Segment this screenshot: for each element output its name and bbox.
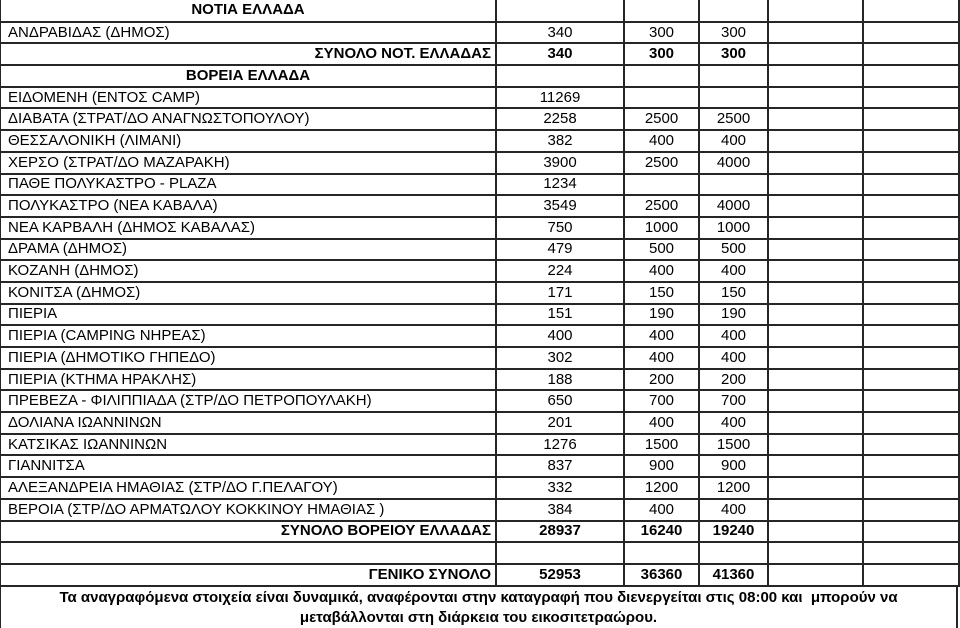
- table-row: [0, 87, 959, 109]
- empty-col4-cell: [768, 43, 863, 65]
- table-row: [0, 195, 959, 217]
- count-col2-cell: 2500: [624, 108, 699, 130]
- count-col3-cell: 1200: [699, 477, 768, 499]
- empty-col5-cell: [863, 130, 959, 152]
- count-value-cell: 3900: [496, 152, 624, 174]
- table-row: [0, 65, 959, 87]
- empty-col4-cell: [768, 282, 863, 304]
- count-col2-cell: 1000: [624, 217, 699, 239]
- site-name-cell: ΑΝΔΡΑΒΙΔΑΣ (ΔΗΜΟΣ): [0, 22, 496, 44]
- empty-col5-cell: [863, 260, 959, 282]
- empty-col5-cell: [863, 43, 959, 65]
- count-col2-cell: [624, 0, 699, 22]
- table-row: [0, 369, 959, 391]
- table-row: [0, 152, 959, 174]
- empty-col4-cell: [768, 239, 863, 261]
- count-value-cell: 650: [496, 390, 624, 412]
- table-row: [0, 477, 959, 499]
- count-value-cell: 750: [496, 217, 624, 239]
- site-name-cell: ΠΑΘΕ ΠΟΛΥΚΑΣΤΡΟ - PLAZA: [0, 174, 496, 196]
- empty-col5-cell: [863, 282, 959, 304]
- count-value-cell: 340: [496, 22, 624, 44]
- table-row: [0, 0, 959, 22]
- empty-col4-cell: [768, 412, 863, 434]
- count-value-cell: 52953: [496, 564, 624, 586]
- count-value-cell: 302: [496, 347, 624, 369]
- count-col3-cell: 41360: [699, 564, 768, 586]
- site-name-cell: ΠΙΕΡΙΑ (ΚΤΗΜΑ ΗΡΑΚΛΗΣ): [0, 369, 496, 391]
- empty-col4-cell: [768, 87, 863, 109]
- count-col3-cell: 400: [699, 130, 768, 152]
- empty-col4-cell: [768, 130, 863, 152]
- site-name-cell: ΚΟΝΙΤΣΑ (ΔΗΜΟΣ): [0, 282, 496, 304]
- site-name-cell: ΠΙΕΡΙΑ (CAMPING ΝΗΡΕΑΣ): [0, 325, 496, 347]
- table-row: [0, 260, 959, 282]
- empty-col4-cell: [768, 174, 863, 196]
- count-value-cell: 28937: [496, 521, 624, 543]
- count-col2-cell: 400: [624, 130, 699, 152]
- count-col3-cell: 300: [699, 22, 768, 44]
- count-value-cell: 384: [496, 499, 624, 521]
- count-col3-cell: 190: [699, 304, 768, 326]
- count-col3-cell: [699, 542, 768, 564]
- table-row: [0, 521, 959, 543]
- count-col3-cell: 400: [699, 412, 768, 434]
- footnote-line-2: μεταβάλλονται στη διάρκεια του εικοσιτετραώρου.: [299, 608, 658, 626]
- empty-col5-cell: [863, 304, 959, 326]
- site-name-cell: ΕΙΔΟΜΕΝΗ (ΕΝΤΟΣ CAMP): [0, 87, 496, 109]
- count-value-cell: 188: [496, 369, 624, 391]
- table-row: [0, 174, 959, 196]
- count-value-cell: [496, 0, 624, 22]
- count-col2-cell: 400: [624, 499, 699, 521]
- empty-col4-cell: [768, 434, 863, 456]
- count-col2-cell: [624, 65, 699, 87]
- count-col3-cell: [699, 87, 768, 109]
- count-value-cell: 224: [496, 260, 624, 282]
- empty-col5-cell: [863, 152, 959, 174]
- table-row: [0, 108, 959, 130]
- count-col3-cell: 500: [699, 239, 768, 261]
- count-col3-cell: 2500: [699, 108, 768, 130]
- empty-col4-cell: [768, 217, 863, 239]
- empty-col4-cell: [768, 22, 863, 44]
- count-col2-cell: 300: [624, 22, 699, 44]
- site-name-cell: ΓΙΑΝΝΙΤΣΑ: [0, 455, 496, 477]
- count-col2-cell: 190: [624, 304, 699, 326]
- count-col3-cell: 400: [699, 347, 768, 369]
- count-value-cell: 400: [496, 325, 624, 347]
- empty-col4-cell: [768, 325, 863, 347]
- count-col2-cell: 36360: [624, 564, 699, 586]
- site-name-cell: ΓΕΝΙΚΟ ΣΥΝΟΛΟ: [0, 564, 496, 586]
- empty-col5-cell: [863, 217, 959, 239]
- count-value-cell: 151: [496, 304, 624, 326]
- table-row: [0, 542, 959, 564]
- count-col2-cell: 400: [624, 347, 699, 369]
- table-row: [0, 412, 959, 434]
- table-row: [0, 499, 959, 521]
- count-col3-cell: 200: [699, 369, 768, 391]
- empty-col5-cell: [863, 477, 959, 499]
- count-col3-cell: 700: [699, 390, 768, 412]
- site-name-cell: ΘΕΣΣΑΛΟΝΙΚΗ (ΛΙΜΑΝΙ): [0, 130, 496, 152]
- count-value-cell: 171: [496, 282, 624, 304]
- empty-col5-cell: [863, 22, 959, 44]
- footnote: [0, 587, 958, 628]
- empty-col4-cell: [768, 542, 863, 564]
- count-col2-cell: [624, 87, 699, 109]
- site-name-cell: ΔΡΑΜΑ (ΔΗΜΟΣ): [0, 239, 496, 261]
- table-row: [0, 347, 959, 369]
- count-col3-cell: 19240: [699, 521, 768, 543]
- empty-col5-cell: [863, 325, 959, 347]
- count-col3-cell: [699, 174, 768, 196]
- count-value-cell: 3549: [496, 195, 624, 217]
- table-row: [0, 217, 959, 239]
- empty-col4-cell: [768, 390, 863, 412]
- count-col3-cell: 150: [699, 282, 768, 304]
- empty-col4-cell: [768, 564, 863, 586]
- empty-col4-cell: [768, 369, 863, 391]
- count-col2-cell: 2500: [624, 152, 699, 174]
- table-row: [0, 22, 959, 44]
- count-value-cell: [496, 65, 624, 87]
- table-row: [0, 239, 959, 261]
- empty-col4-cell: [768, 260, 863, 282]
- count-col2-cell: 1200: [624, 477, 699, 499]
- count-col2-cell: 900: [624, 455, 699, 477]
- site-name-cell: ΠΙΕΡΙΑ (ΔΗΜΟΤΙΚΟ ΓΗΠΕΔΟ): [0, 347, 496, 369]
- count-col3-cell: 1500: [699, 434, 768, 456]
- count-col3-cell: 900: [699, 455, 768, 477]
- count-value-cell: 837: [496, 455, 624, 477]
- table-row: [0, 43, 959, 65]
- site-name-cell: ΝΕΑ ΚΑΡΒΑΛΗ (ΔΗΜΟΣ ΚΑΒΑΛΑΣ): [0, 217, 496, 239]
- table-row: [0, 304, 959, 326]
- empty-col4-cell: [768, 108, 863, 130]
- count-col2-cell: 500: [624, 239, 699, 261]
- table-row: [0, 130, 959, 152]
- empty-col4-cell: [768, 152, 863, 174]
- empty-col4-cell: [768, 499, 863, 521]
- site-name-cell: ΣΥΝΟΛΟ ΝΟΤ. ΕΛΛΑΔΑΣ: [0, 43, 496, 65]
- site-name-cell: ΚΑΤΣΙΚΑΣ ΙΩΑΝΝΙΝΩΝ: [0, 434, 496, 456]
- count-col3-cell: 4000: [699, 195, 768, 217]
- count-col2-cell: 300: [624, 43, 699, 65]
- table-row: [0, 390, 959, 412]
- count-col3-cell: 400: [699, 499, 768, 521]
- count-col2-cell: 16240: [624, 521, 699, 543]
- count-value-cell: 479: [496, 239, 624, 261]
- count-value-cell: 332: [496, 477, 624, 499]
- count-col2-cell: 2500: [624, 195, 699, 217]
- empty-col5-cell: [863, 369, 959, 391]
- count-col2-cell: [624, 542, 699, 564]
- count-col2-cell: 400: [624, 325, 699, 347]
- count-col3-cell: 400: [699, 260, 768, 282]
- count-col3-cell: [699, 0, 768, 22]
- site-name-cell: ΠΙΕΡΙΑ: [0, 304, 496, 326]
- empty-col4-cell: [768, 347, 863, 369]
- empty-col4-cell: [768, 455, 863, 477]
- footnote-line-1: Τα αναγραφόμενα στοιχεία είναι δυναμικά, αναφέρονται στην καταγραφή που διενεργείται στις 08:00 και μπορούν να: [59, 588, 898, 606]
- empty-col5-cell: [863, 195, 959, 217]
- count-value-cell: 382: [496, 130, 624, 152]
- count-value-cell: 340: [496, 43, 624, 65]
- site-name-cell: ΑΛΕΞΑΝΔΡΕΙΑ ΗΜΑΘΙΑΣ (ΣΤΡ/ΔΟ Γ.ΠΕΛΑΓΟΥ): [0, 477, 496, 499]
- count-col3-cell: 1000: [699, 217, 768, 239]
- empty-col5-cell: [863, 174, 959, 196]
- count-col3-cell: [699, 65, 768, 87]
- table-row: [0, 325, 959, 347]
- empty-col5-cell: [863, 239, 959, 261]
- empty-col5-cell: [863, 65, 959, 87]
- count-col2-cell: 400: [624, 260, 699, 282]
- count-value-cell: 1234: [496, 174, 624, 196]
- count-value-cell: 2258: [496, 108, 624, 130]
- table-row: [0, 564, 959, 586]
- site-name-cell: ΝΟΤΙΑ ΕΛΛΑΔΑ: [0, 0, 496, 22]
- empty-col4-cell: [768, 195, 863, 217]
- count-col2-cell: 400: [624, 412, 699, 434]
- count-value-cell: 1276: [496, 434, 624, 456]
- table-row: [0, 434, 959, 456]
- site-name-cell: [0, 542, 496, 564]
- count-col2-cell: 200: [624, 369, 699, 391]
- empty-col5-cell: [863, 87, 959, 109]
- empty-col5-cell: [863, 455, 959, 477]
- empty-col5-cell: [863, 347, 959, 369]
- count-value-cell: 201: [496, 412, 624, 434]
- count-col2-cell: 700: [624, 390, 699, 412]
- empty-col4-cell: [768, 65, 863, 87]
- site-name-cell: ΔΟΛΙΑΝΑ ΙΩΑΝΝΙΝΩΝ: [0, 412, 496, 434]
- empty-col5-cell: [863, 434, 959, 456]
- empty-col5-cell: [863, 108, 959, 130]
- site-name-cell: ΔΙΑΒΑΤΑ (ΣΤΡΑΤ/ΔΟ ΑΝΑΓΝΩΣΤΟΠΟΥΛΟΥ): [0, 108, 496, 130]
- site-name-cell: ΠΡΕΒΕΖΑ - ΦΙΛΙΠΠΙΑΔΑ (ΣΤΡ/ΔΟ ΠΕΤΡΟΠΟΥΛΑΚΗ): [0, 390, 496, 412]
- empty-col5-cell: [863, 499, 959, 521]
- count-col3-cell: 300: [699, 43, 768, 65]
- empty-col5-cell: [863, 0, 959, 22]
- empty-col5-cell: [863, 542, 959, 564]
- empty-col5-cell: [863, 390, 959, 412]
- site-name-cell: ΠΟΛΥΚΑΣΤΡΟ (ΝΕΑ ΚΑΒΑΛΑ): [0, 195, 496, 217]
- count-col3-cell: 400: [699, 325, 768, 347]
- count-col2-cell: 1500: [624, 434, 699, 456]
- site-name-cell: ΒΟΡΕΙΑ ΕΛΛΑΔΑ: [0, 65, 496, 87]
- table-row: [0, 455, 959, 477]
- count-col3-cell: 4000: [699, 152, 768, 174]
- count-col2-cell: 150: [624, 282, 699, 304]
- site-name-cell: ΣΥΝΟΛΟ ΒΟΡΕΙΟΥ ΕΛΛΑΔΑΣ: [0, 521, 496, 543]
- empty-col4-cell: [768, 304, 863, 326]
- site-name-cell: ΚΟΖΑΝΗ (ΔΗΜΟΣ): [0, 260, 496, 282]
- count-col2-cell: [624, 174, 699, 196]
- table-row: [0, 282, 959, 304]
- count-value-cell: [496, 542, 624, 564]
- count-value-cell: 11269: [496, 87, 624, 109]
- site-name-cell: ΧΕΡΣΟ (ΣΤΡΑΤ/ΔΟ ΜΑΖΑΡΑΚΗ): [0, 152, 496, 174]
- empty-col5-cell: [863, 521, 959, 543]
- site-name-cell: ΒΕΡΟΙΑ (ΣΤΡ/ΔΟ ΑΡΜΑΤΩΛΟΥ ΚΟΚΚΙΝΟΥ ΗΜΑΘΙΑΣ ): [0, 499, 496, 521]
- empty-col5-cell: [863, 412, 959, 434]
- empty-col4-cell: [768, 0, 863, 22]
- empty-col4-cell: [768, 477, 863, 499]
- empty-col4-cell: [768, 521, 863, 543]
- empty-col5-cell: [863, 564, 959, 586]
